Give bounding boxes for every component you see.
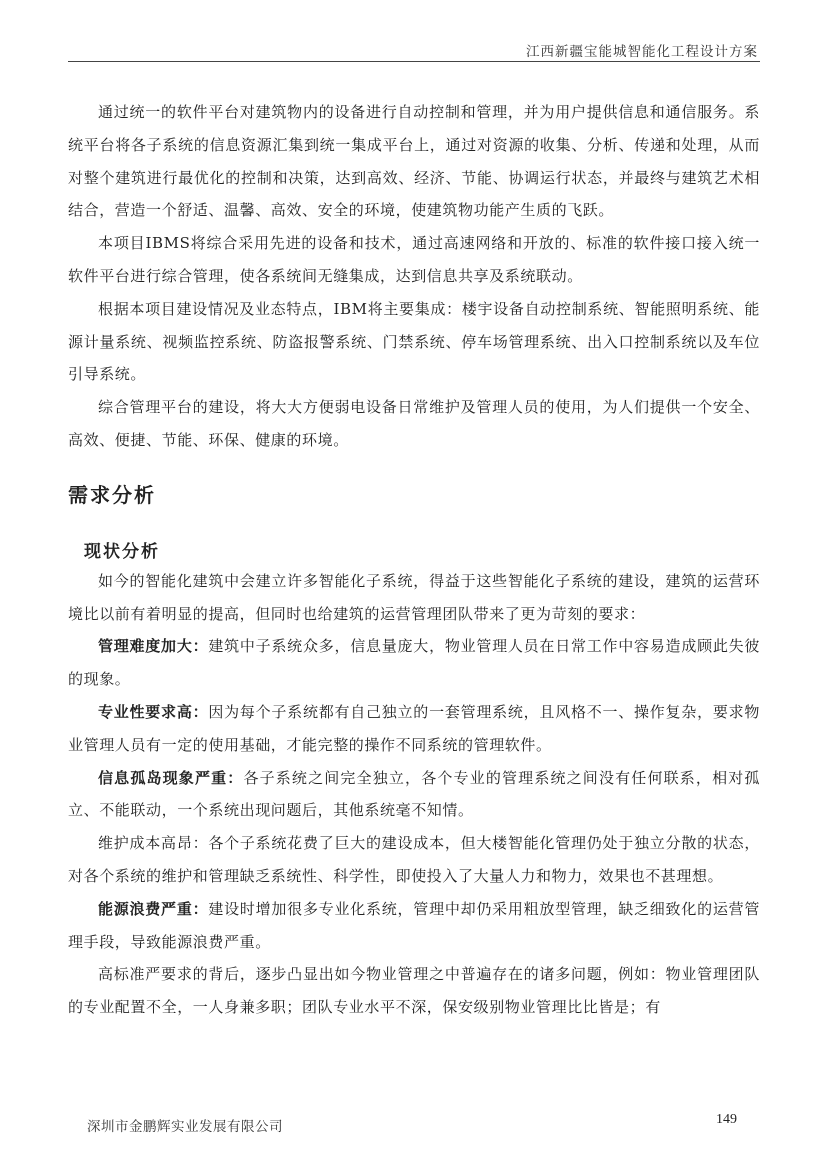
intro-paragraph-4: 综合管理平台的建设，将大大方便弱电设备日常维护及管理人员的使用，为人们提供一个安全、高效、便捷、节能、环保、健康的环境。 [68, 398, 760, 449]
footer-company-name: 深圳市金鹏辉实业发展有限公司 [87, 1119, 283, 1135]
analysis-intro-paragraph: 如今的智能化建筑中会建立许多智能化子系统，得益于这些智能化子系统的建设，建筑的运营环境比以前有着明显的提高，但同时也给建筑的运营管理团队带来了更为苛刻的要求： [68, 571, 760, 623]
issue-label: 能源浪费严重： [98, 899, 209, 918]
page-body [68, 96, 760, 1024]
issue-maintenance-cost: 维护成本高昂：各个子系统花费了巨大的建设成本，但大楼智能化管理仍处于独立分散的状态，对各个系统的维护和管理缺乏系统性、科学性，即使投入了大量人力和物力，效果也不甚理想。 [68, 834, 760, 885]
issue-text: 因为每个子系统都有自己独立的一套管理系统，且风格不一、操作复杂，要求物业管理人员有一定的使用基础，才能完整的操作不同系统的管理软件。 [68, 702, 760, 754]
header-divider [68, 61, 760, 62]
intro-paragraph-1: 通过统一的软件平台对建筑物内的设备进行自动控制和管理，并为用户提供信息和通信服务。系统平台将各子系统的信息资源汇集到统一集成平台上，通过对资源的收集、分析、传递和处理，从而对整个建筑进行最优化的控制和决策，达到高效、经济、节能、协调运行状态，并最终与建筑艺术相结合，营造一个舒适、温馨、高效、安全的环境，使建筑物功能产生质的飞跃。 [68, 103, 760, 220]
intro-paragraph-3: 根据本项目建设情况及业态特点，IBM将主要集成：楼宇设备自动控制系统、智能照明系统、能源计量系统、视频监控系统、防盗报警系统、门禁系统、停车场管理系统、出入口控制系统以及车位引导系统。 [68, 299, 760, 384]
issue-label: 管理难度加大： [98, 637, 209, 656]
issue-information-island [68, 762, 760, 828]
issue-text: 建设时增加很多专业化系统，管理中却仍采用粗放型管理，缺乏细致化的运营管理手段，导致能源浪费严重。 [68, 899, 760, 951]
issue-management-difficulty [68, 630, 760, 696]
issue-text: 建筑中子系统众多，信息量庞大，物业管理人员在日常工作中容易造成顾此失彼的现象。 [68, 637, 760, 689]
issue-text: 各子系统之间完全独立，各个专业的管理系统之间没有任何联系，相对孤立、不能联动，一个系统出现问题后，其他系统毫不知情。 [68, 768, 761, 820]
issue-label: 信息孤岛现象严重： [98, 768, 244, 787]
subsection-heading: 现状分析 [84, 541, 160, 562]
intro-paragraph-2: 本项目IBMS将综合采用先进的设备和技术，通过高速网络和开放的、标准的软件接口接入统一软件平台进行综合管理，使各系统间无缝集成，达到信息共享及系统联动。 [68, 234, 760, 285]
issue-professional-requirement [68, 696, 760, 762]
section-heading: 需求分析 [68, 482, 156, 507]
page-number: 149 [716, 1112, 737, 1127]
issue-energy-waste [68, 893, 760, 959]
issue-label: 专业性要求高： [98, 702, 209, 721]
analysis-closing-paragraph: 高标准严要求的背后，逐步凸显出如今物业管理之中普遍存在的诸多问题，例如：物业管理团队的专业配置不全，一人身兼多职；团队专业水平不深，保安级别物业管理比比皆是；有 [68, 965, 760, 1017]
header-title: 江西新疆宝能城智能化工程设计方案 [526, 44, 758, 60]
